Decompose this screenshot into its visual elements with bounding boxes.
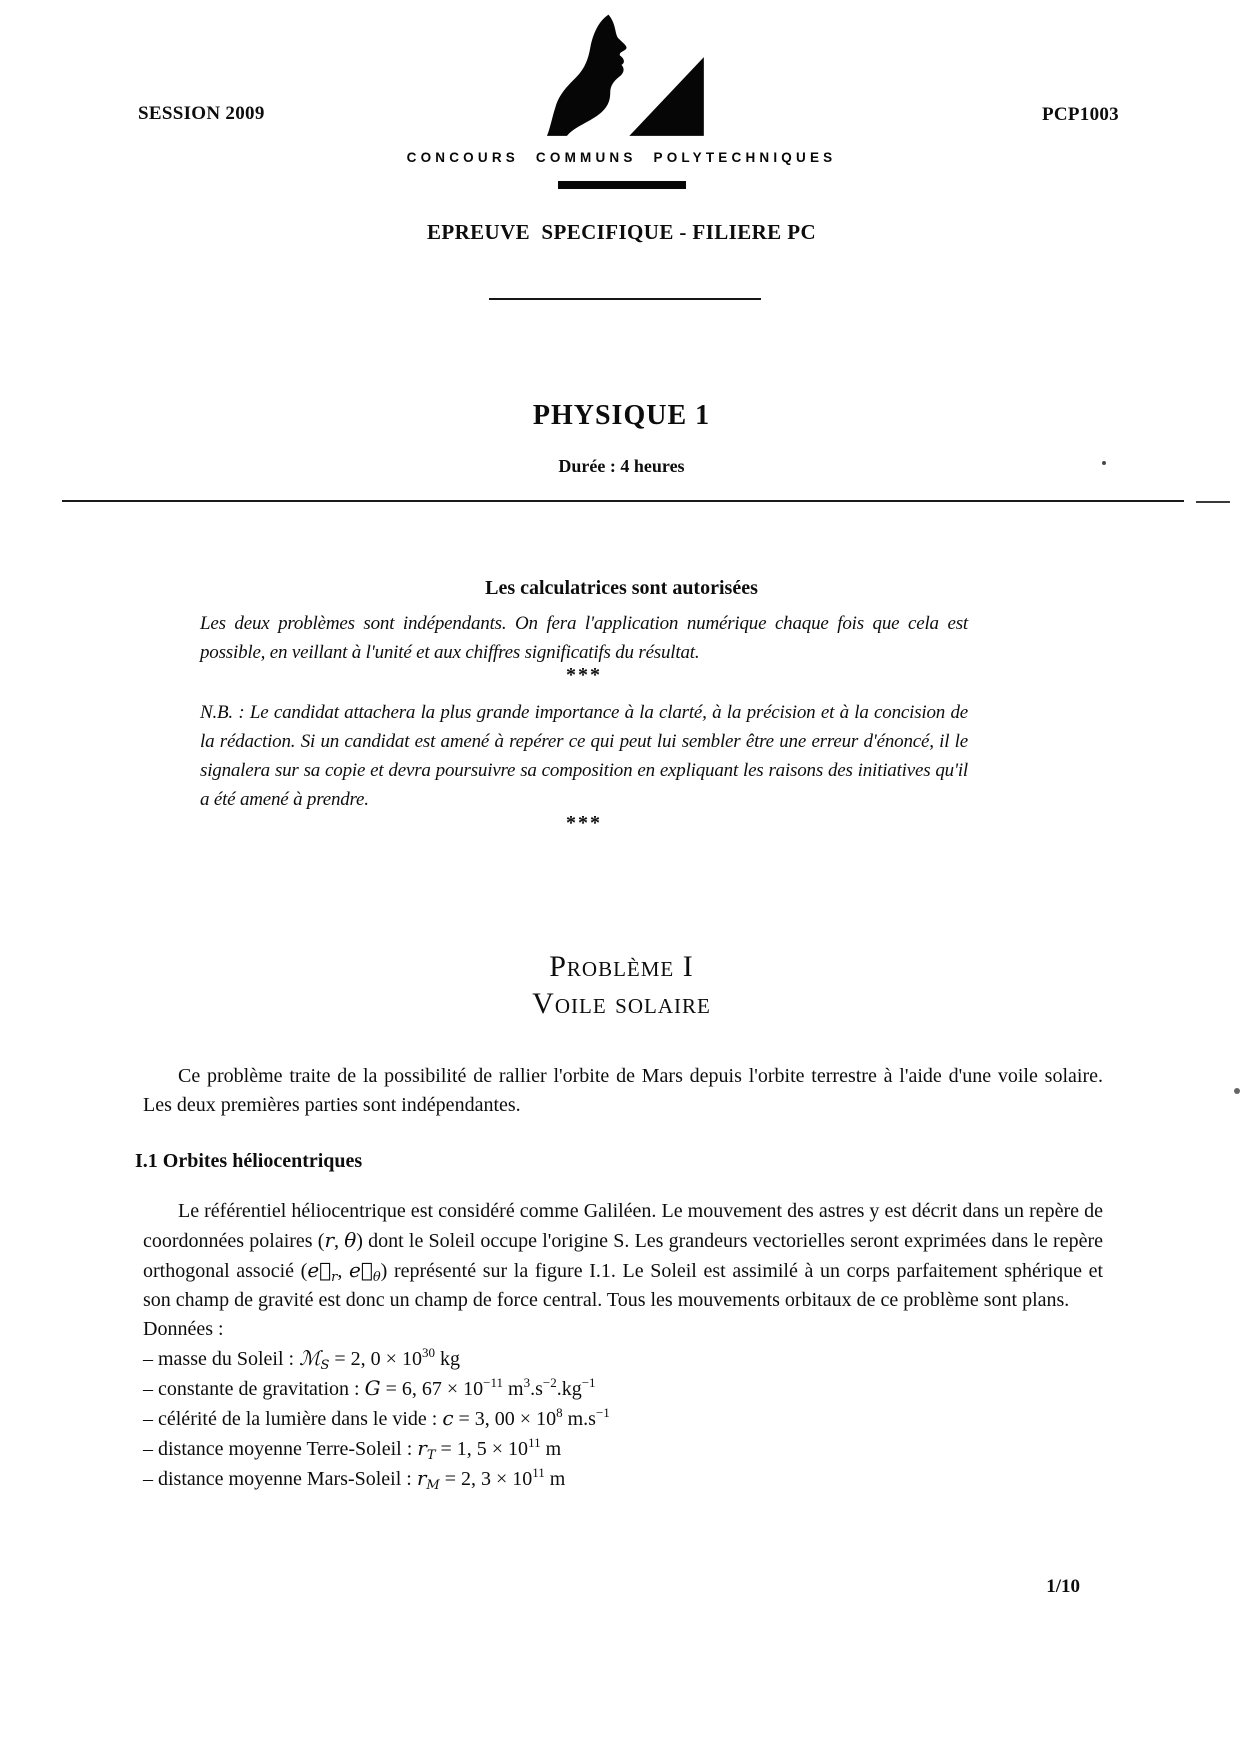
ccp-two-profiles-silhouette-icon [519, 12, 724, 142]
problem-heading [0, 948, 1243, 1022]
nb-notice: N.B. : Le candidat attachera la plus grande importance à la clarté, à la précision et à la concision de la rédaction. Si un candidat est amené à repérer ce qui peut lui sembler être une erreur d'énoncé, il le signalera sur sa copie et devra poursuivre sa composition en expliquant les raisons des initiatives qu'il a été amené à prendre. [200, 702, 968, 810]
short-divider [489, 298, 761, 300]
data-item-masse-soleil: – masse du Soleil : ℳ$_S$ = 2, $0 \times 10^{30}$ kg [143, 1345, 460, 1373]
scan-speck [1102, 461, 1106, 465]
problem-intro: Ce problème traite de la possibilité de rallier l'orbite de Mars depuis l'orbite terrestre à l'aide d'une voile solaire. Les deux premières parties sont indépendantes. [143, 1065, 1103, 1116]
stars-separator: *** [566, 812, 602, 834]
divider-tail [1196, 501, 1230, 503]
exam-title-line: EPREUVE SPECIFIQUE - FILIERE PC [426, 220, 817, 244]
ccp-logo [0, 12, 1243, 147]
section-heading: I.1 Orbites héliocentriques [135, 1150, 363, 1172]
section-paragraph: Le référentiel héliocentrique est considéré comme Galiléen. Le mouvement des astres y est décrit dans un repère de coordonnées polaires (r, θ) dont le Soleil occupe l'origine S. Les grandeurs vectorielles seront exprimées dans le repère orthogonal associé ($e⃗_r$, $e⃗_\theta$) représenté sur la figure I.1. Le Soleil est assimilé à un corps parfaitement sphérique et son champ de gravité est donc un champ de force central. Tous les mouvements orbitaux de ce problème sont plans. [143, 1200, 1104, 1311]
problem-number: Problème I [549, 950, 694, 983]
section-body [143, 1197, 1103, 1494]
data-item-distance-mars-soleil: – distance moyenne Mars-Soleil : $r_M = 2$, $3 \times 10^{11}$ m [143, 1465, 566, 1493]
data-item-distance-terre-soleil: – distance moyenne Terre-Soleil : $r_T = 1$, $5 \times 10^{11}$ m [143, 1435, 562, 1463]
problem-name: Voile solaire [532, 987, 711, 1020]
document-title: PHYSIQUE 1 [532, 400, 711, 431]
stars-separator: *** [566, 664, 602, 686]
duration-line: Durée : 4 heures [558, 456, 685, 476]
independence-notice: Les deux problèmes sont indépendants. On fera l'application numérique chaque fois que cela est possible, en veillant à l'unité et aux chiffres significatifs du résultat. [200, 613, 968, 663]
data-item-celerite-lumiere: – célérité de la lumière dans le vide : c = 3, $00 \times 10^8$ $m.s^{-1}$ [143, 1405, 610, 1430]
data-item-constante-gravitation: – constante de gravitation : G = 6, $67 \times 10^{-11}$ $m^3.s^{-2}.kg^{-1}$ [143, 1375, 596, 1400]
session-label: SESSION 2009 [138, 103, 265, 124]
calculators-notice: Les calculatrices sont autorisées [485, 577, 758, 599]
logo-bar-divider [558, 181, 686, 189]
donnees-label: Données : [143, 1318, 224, 1340]
full-width-divider [62, 500, 1184, 502]
scan-speck [1234, 1088, 1240, 1094]
exam-code: PCP1003 [1041, 104, 1119, 125]
logo-caption: CONCOURS COMMUNS POLYTECHNIQUES [406, 150, 837, 165]
page-number: 1/10 [1046, 1576, 1080, 1597]
